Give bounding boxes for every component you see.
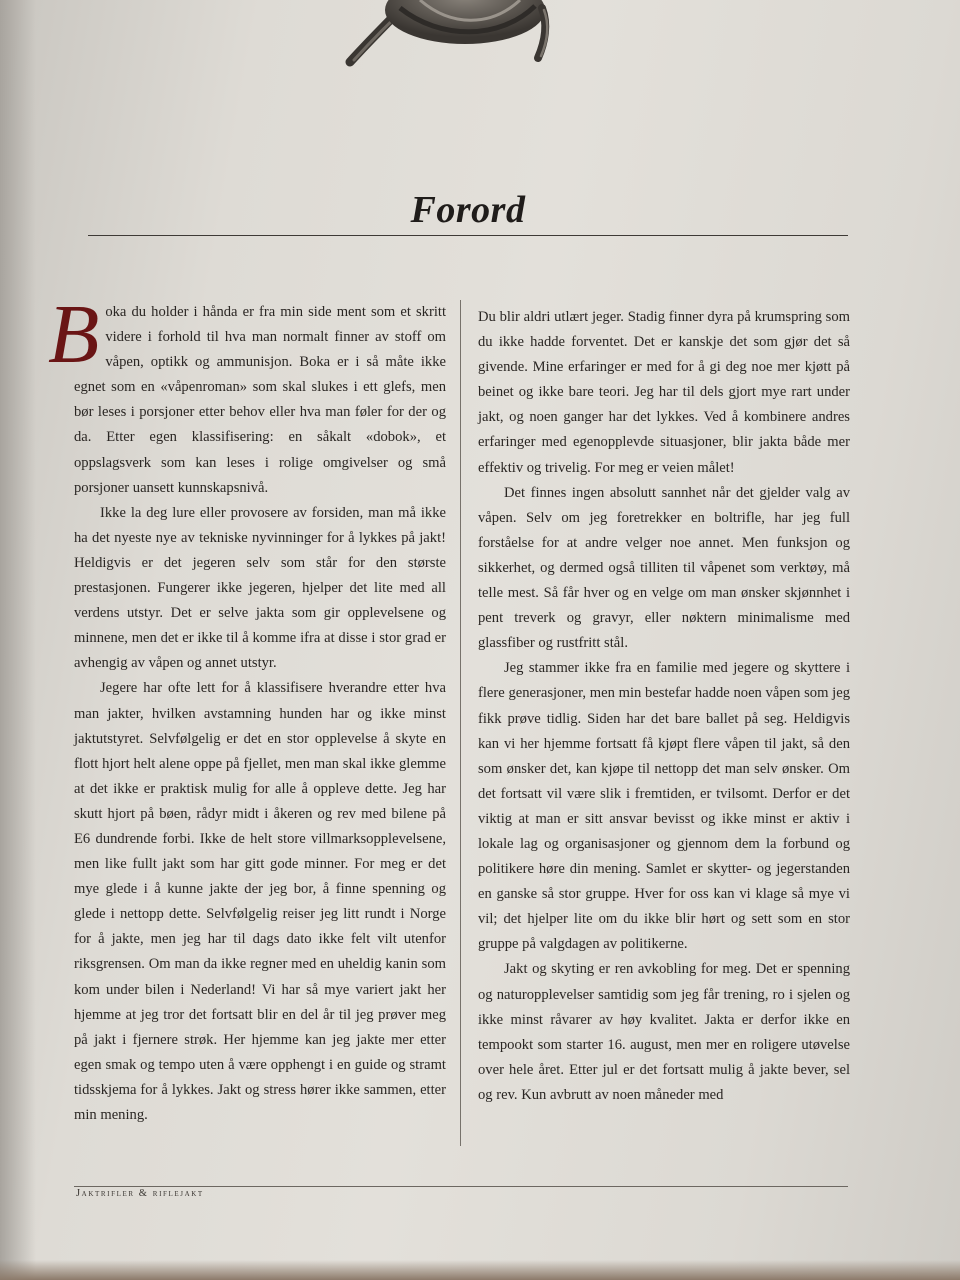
rope-knot-illustration <box>330 0 570 72</box>
paragraph-7: Jakt og skyting er ren avkobling for meg. Det er spenning og naturopplevelser samtidig som jeg får trening, ro i sjelen og ikke minst råvarer av høy kvalitet. Jakta er derfor ikke en tempookt som starter 16. august, men mer en roligere utøvelse over hele året. Etter jul er det fortsatt mulig å jakte bever, sel og rev. Kun avbrutt av noen måneder med <box>478 961 850 1103</box>
paragraph-2: Ikke la deg lure eller provosere av forsiden, man må ikke ha det nyeste nye av tekniske nyvinninger for å lykkes på jakt! Heldigvis er det jegeren selv som står for den største prestasjonen. Fungerer ikke jegeren, hjelper det lite med all verdens utstyr. Det er selve jakta som gir opplevelsene og minnene, men det er ikke til å komme ifra at disse i stor grad er avhengig av våpen og annet utstyr. <box>74 504 446 672</box>
paragraph-5: Det finnes ingen absolutt sannhet når det gjelder valg av våpen. Selv om jeg foretrekker en boltrifle, har jeg full forståelse for at andre velger noe annet. Men funksjon og sikkerhet, og dermed også tilliten til våpenet som verktøy, må telle mest. Så får hver og en velge om man ønsker skjønnhet i pent treverk og gravyr, eller nøktern minimalisme med glassfiber og rustfritt stål. <box>478 484 850 652</box>
right-text-column <box>478 305 850 1108</box>
page-bottom-edge <box>0 1260 960 1280</box>
paragraph-1 <box>48 288 446 501</box>
footer-divider <box>74 1186 848 1187</box>
drop-cap: B <box>48 288 100 381</box>
paragraph-3: Jegere har ofte lett for å klassifisere hverandre etter hva man jakter, hvilken avstamning hunden har og ikke minst jaktutstyret. Selvfølgelig er det en stor opplevelse å skyte en flott hjort helt alene oppe på fjellet, men man skal ikke glemme at det ikke er praktisk mulig for alle å oppleve dette. Jeg har skutt hjort på bøen, rådyr midt i åkeren og rev med bilene på E6 dundrende forbi. Ikke de helt store villmarksopplevelsene, men like fullt jakt som har gitt gode minner. For meg er det mye glede i å kunne jakte der jeg bor, å finne spenning og glede i nettopp dette. Selvfølgelig reiser jeg litt rundt i Norge for å jakte, men jeg har til dags dato ikke felt vilt utenfor riksgrensen. Om man da ikke regner med en uheldig kanin som kom under bilen i Nederland! Vi har så mye variert jakt her hjemme at jeg tror det fortsatt blir en del år til jeg prøver meg på jakt i fjernere strøk. Her hjemme kan jeg jakte mer etter egen smak og tempo uten å være opphengt i en guide og stramt tidsskjema for å lykkes. Jakt og stress hører ikke sammen, etter min mening. <box>74 680 446 1123</box>
page-title: Forord <box>410 189 526 231</box>
paragraph-6: Jeg stammer ikke fra en familie med jegere og skyttere i flere generasjoner, men min bestefar hadde noen våpen som jeg fikk prøve tidlig. Siden har det bare ballet på seg. Heldigvis kan vi her hjemme fortsatt få kjøpt flere våpen til jakt, så den som ønsker det, kan kjøpe til nettopp det man selv ønsker. Om det fortsatt vil være slik i fremtiden, er tvilsomt. Derfor er det viktig at man er sitt ansvar bevisst og ikke minst er aktiv i lokale lag og organisasjoner og gjennom dem la forbund og politikere høre din mening. Samlet er skytter- og jegerstanden en ganske så stor gruppe. Hver for oss kan vi klage så mye vi vil; det hjelper lite om du ikke blir hørt og sett som en stor gruppe på valgdagen av politikerne. <box>478 660 850 953</box>
left-text-column <box>48 288 446 1128</box>
running-footer: Jaktrifler & riflejakt <box>76 1188 204 1199</box>
paragraph-1-text: oka du holder i hånda er fra min side ment som et skritt videre i forhold til hva man normalt finner av stoff om våpen, optikk og ammunisjon. Boka er i så måte ikke egnet som en «våpenroman» som skal slukes i ett glefs, men bør leses i porsjoner etter behov eller hva man føler for der og da. Etter egen klassifisering: en såkalt «dobok», et oppslagsverk som kan leses i rolige omgivelser og små porsjoner uansett kunnskapsnivå. <box>74 304 446 496</box>
paragraph-4: Du blir aldri utlært jeger. Stadig finner dyra på krumspring som du ikke hadde forventet. Det er kanskje det som gjør det så givende. Mine erfaringer er med for å gi deg noe mer kjøtt på beinet og ikke bare teori. Jeg har til dels gjort mye rart under jakt, og noen ganger har det lykkes. Ved å kombinere andres erfaringer med egenopplevde situasjoner, blir jakta både mer effektiv og trivelig. For meg er veien målet! <box>478 309 850 476</box>
title-divider <box>88 235 848 236</box>
column-divider <box>460 300 461 1146</box>
